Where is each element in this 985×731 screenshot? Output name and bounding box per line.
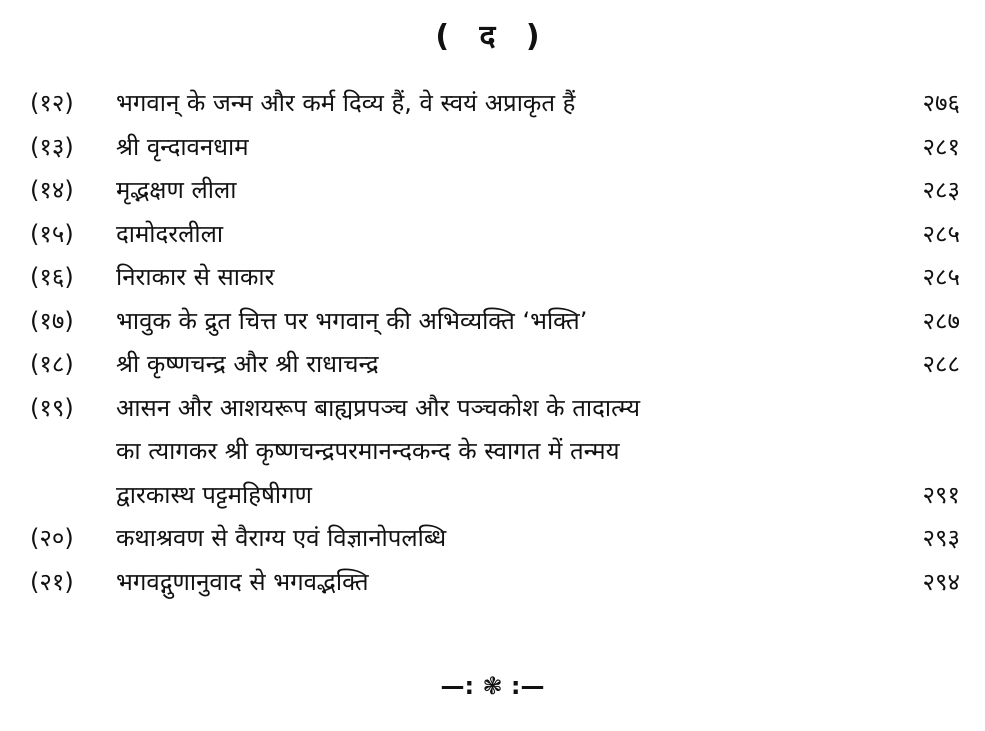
entry-title bbox=[116, 300, 810, 344]
entry-page-number: २७६ bbox=[922, 89, 960, 117]
toc-entry bbox=[30, 169, 960, 213]
end-ornament: —: ❃ :— bbox=[440, 672, 545, 700]
toc-entry bbox=[30, 387, 960, 518]
entry-title-line: भगवान् के जन्म और कर्म दिव्य हैं, वे स्वयं अप्राकृत हैं bbox=[116, 89, 576, 117]
entry-page-number: २९१ bbox=[922, 480, 960, 509]
toc-entry bbox=[30, 213, 960, 257]
entry-page-number: २८५ bbox=[922, 263, 960, 291]
entry-number: (१५) bbox=[30, 219, 74, 248]
page-marker: ( द ) bbox=[435, 19, 550, 54]
entry-title bbox=[116, 561, 810, 605]
toc-entry bbox=[30, 343, 960, 387]
entry-page-number: २९३ bbox=[922, 524, 960, 552]
entry-number: (१२) bbox=[30, 89, 74, 117]
entry-title bbox=[116, 387, 810, 518]
entry-page-number: २८१ bbox=[922, 132, 960, 161]
entry-title bbox=[116, 169, 810, 213]
entry-title-line: भगवद्गुणानुवाद से भगवद्भक्ति bbox=[116, 567, 369, 596]
entry-number: (१९) bbox=[30, 393, 74, 422]
entry-title-line: दामोदरलीला bbox=[116, 219, 224, 248]
entry-number: (१६) bbox=[30, 263, 74, 291]
entry-title-line: कथाश्रवण से वैराग्य एवं विज्ञानोपलब्धि bbox=[116, 524, 447, 552]
toc-entry bbox=[30, 256, 960, 300]
entry-number: (१७) bbox=[30, 306, 74, 335]
toc-entry bbox=[30, 300, 960, 344]
entry-title-line: द्वारकास्थ पट्टमहिषीगण bbox=[116, 480, 312, 509]
entry-title-line: का त्यागकर श्री कृष्णचन्द्रपरमानन्दकन्द के स्वागत में तन्मय bbox=[116, 437, 620, 465]
entry-title-line: मृद्भक्षण लीला bbox=[116, 176, 237, 204]
entry-page-number: २८७ bbox=[922, 306, 960, 335]
entry-title bbox=[116, 82, 810, 126]
entry-number: (१८) bbox=[30, 350, 74, 378]
entry-title bbox=[116, 256, 810, 300]
entry-title-line: आसन और आशयरूप बाह्यप्रपञ्च और पञ्चकोश के तादात्म्य bbox=[116, 393, 641, 422]
entry-page-number: २८३ bbox=[922, 176, 960, 204]
entry-title bbox=[116, 126, 810, 170]
entry-page-number: २९४ bbox=[922, 567, 960, 596]
entry-title bbox=[116, 517, 810, 561]
entry-title bbox=[116, 343, 810, 387]
entry-title-line: श्री वृन्दावनधाम bbox=[116, 132, 249, 161]
toc-entry bbox=[30, 82, 960, 126]
entry-number: (१३) bbox=[30, 132, 74, 161]
toc-entry bbox=[30, 126, 960, 170]
entry-title-line: श्री कृष्णचन्द्र और श्री राधाचन्द्र bbox=[116, 350, 379, 378]
table-of-contents bbox=[30, 82, 960, 604]
toc-entry bbox=[30, 561, 960, 605]
toc-entry bbox=[30, 517, 960, 561]
entry-number: (१४) bbox=[30, 176, 74, 204]
entry-title bbox=[116, 213, 810, 257]
entry-page-number: २८५ bbox=[922, 219, 960, 248]
entry-page-number: २८८ bbox=[922, 350, 960, 378]
entry-title-line: निराकार से साकार bbox=[116, 263, 275, 291]
entry-number: (२१) bbox=[30, 567, 74, 596]
entry-number: (२०) bbox=[30, 524, 74, 552]
entry-title-line: भावुक के द्रुत चित्त पर भगवान् की अभिव्यक्ति ‘भक्ति’ bbox=[116, 306, 588, 335]
